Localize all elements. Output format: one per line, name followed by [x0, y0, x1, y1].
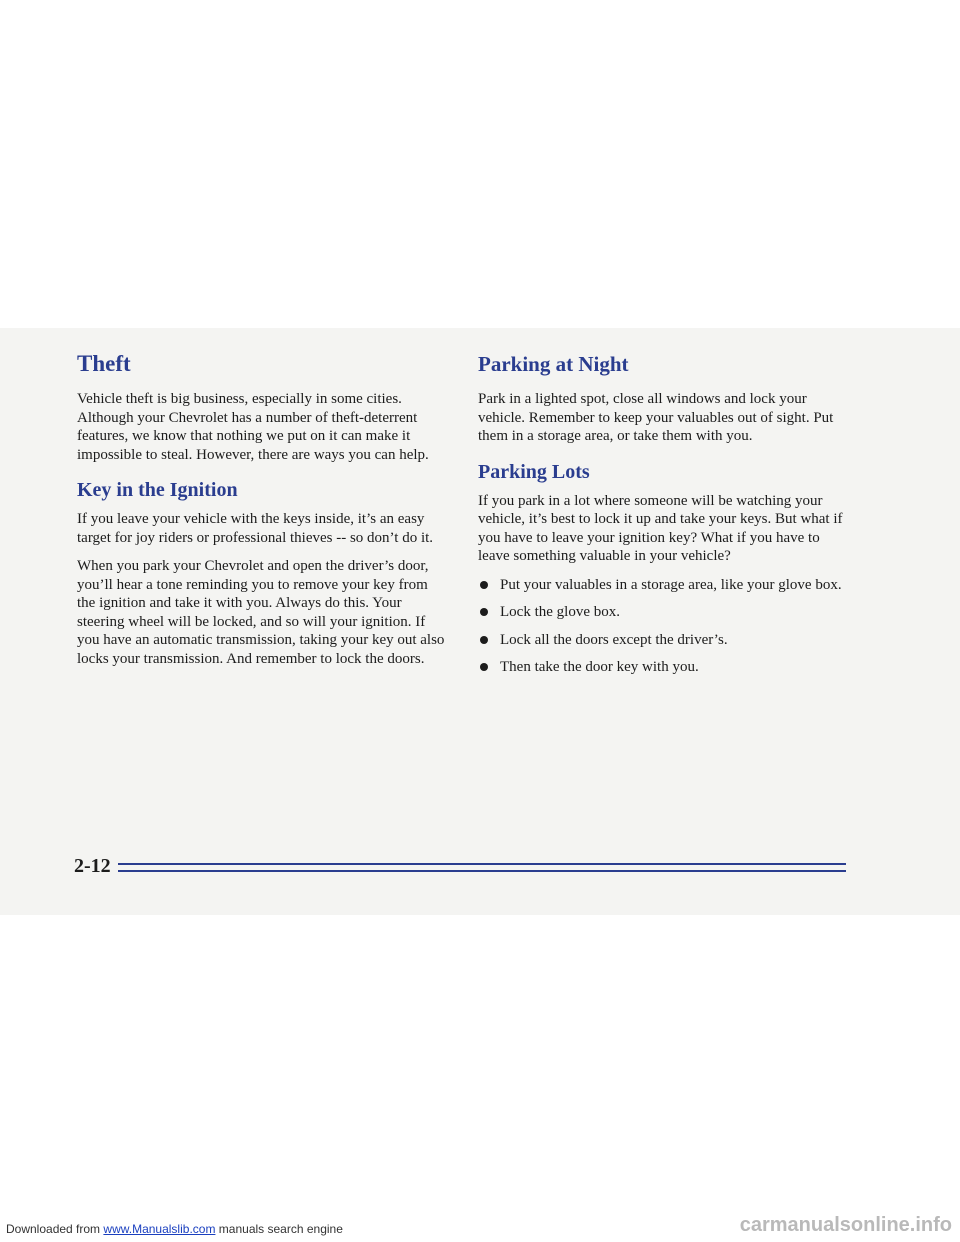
theft-heading: Theft: [77, 351, 131, 376]
left-column: [77, 350, 449, 678]
bullet-icon: [480, 608, 488, 616]
footer-prefix: Downloaded from: [6, 1222, 101, 1236]
page-number: 2-12: [74, 855, 111, 877]
list-item: [478, 576, 850, 595]
footer-rule-bottom: [118, 870, 846, 872]
list-item-text: Then take the door key with you.: [500, 659, 699, 675]
download-footer: [6, 1222, 343, 1236]
bullet-icon: [480, 663, 488, 671]
parking-lots-paragraph: If you park in a lot where someone will be watching your vehicle, it’s best to lock it up and take your keys. But what if you have to leave your ignition key? What if you have to leave something valuable in your vehicle?: [478, 492, 843, 564]
parking-at-night-paragraph: Park in a lighted spot, close all windows and lock your vehicle. Remember to keep your valuables out of sight. Put them in a storage area, or take them with you.: [478, 391, 834, 444]
list-item-text: Lock the glove box.: [500, 604, 620, 620]
footer-suffix: manuals search engine: [218, 1222, 343, 1236]
list-item: [478, 658, 850, 677]
right-column: [478, 350, 850, 686]
theft-paragraph: Vehicle theft is big business, especially in some cities. Although your Chevrolet has a number of theft-deterrent features, we know that nothing we put on it can make it impossible to steal. However, there are ways you can help.: [77, 391, 429, 463]
footer-rule-top: [118, 863, 846, 865]
list-item-text: Lock all the doors except the driver’s.: [500, 631, 728, 648]
parking-lots-heading: Parking Lots: [478, 460, 590, 483]
key-in-ignition-heading: Key in the Ignition: [77, 479, 238, 501]
key-paragraph-2: When you park your Chevrolet and open the driver’s door, you’ll hear a tone reminding you to remove your key from the ignition and take it with you. Always do this. Your steering wheel will be locked, and so will your ignition. If you have an automatic transmission, taking your key out also locks your transmission. And remember to lock the doors.: [77, 558, 445, 667]
parking-at-night-heading: Parking at Night: [478, 352, 629, 376]
list-item: [478, 603, 850, 622]
manualslib-link[interactable]: www.Manualslib.com: [103, 1222, 216, 1236]
key-paragraph-1: If you leave your vehicle with the keys inside, it’s an easy target for joy riders or professional thieves -- so don’t do it.: [77, 511, 434, 546]
list-item: [478, 631, 850, 650]
bullet-icon: [480, 636, 488, 644]
watermark-text: carmanualsonline.info: [739, 1214, 952, 1236]
list-item-text: Put your valuables in a storage area, like your glove box.: [500, 576, 842, 593]
parking-lots-list: [478, 576, 850, 677]
bullet-icon: [480, 581, 488, 589]
